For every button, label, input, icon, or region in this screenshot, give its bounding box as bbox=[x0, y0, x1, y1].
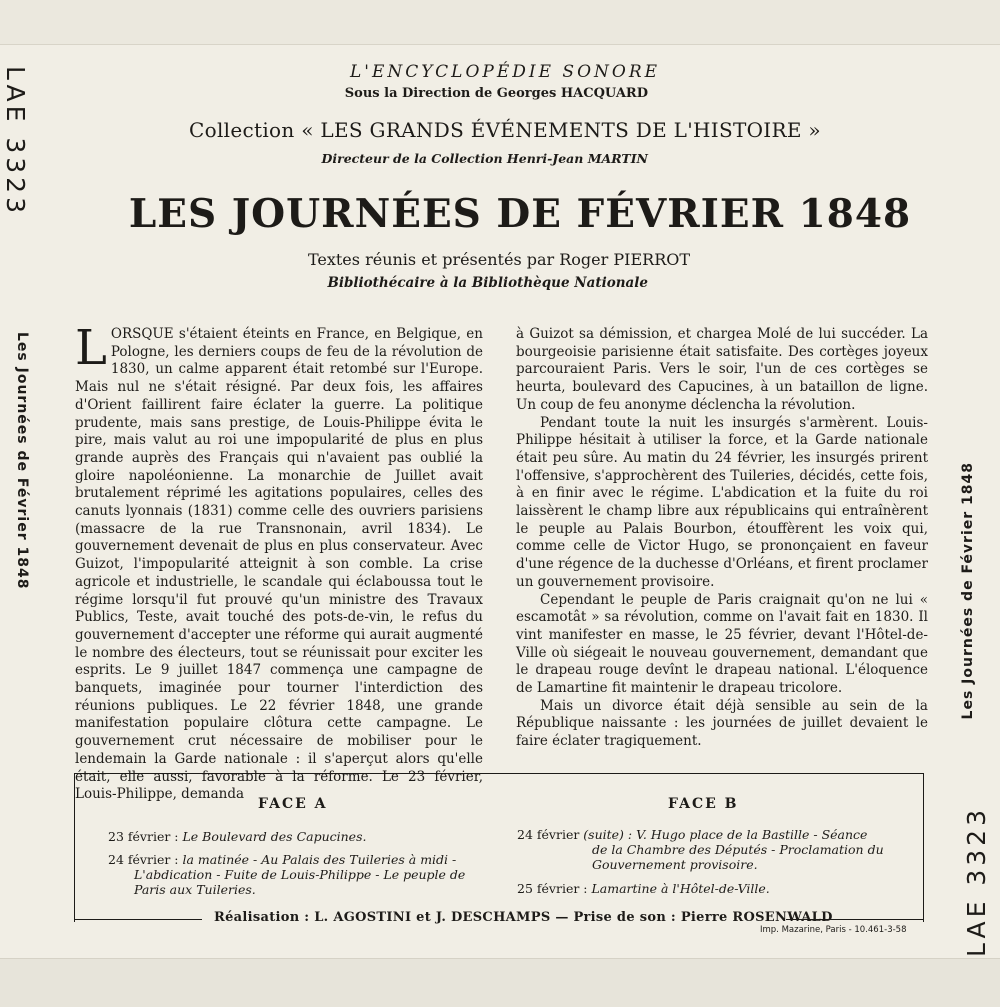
paragraph bbox=[75, 320, 484, 804]
face-b-heading: FACE B bbox=[668, 796, 739, 812]
paragraph: Pendant toute la nuit les insurgés s'armèrent. Louis-Philippe hésitait à utiliser la force, et la Garde nationale était peu sûre. Au matin du 24 février, les insurgés prirent l'offensive, s'approchèrent des Tuileries, décidés, cette fois, à en finir avec le régime. L'abdication et la fuite du roi laissèrent le champ libre aux républicains qui entraînèrent le peuple au Palais Bourbon, étouffèrent les voix qui, comme celle de Victor Hugo, se prononçaient en faveur d'une régence de la duchesse d'Orléans, et firent proclamer un gouvernement provisoire. bbox=[516, 414, 928, 590]
text-column-right bbox=[516, 326, 928, 751]
track-date: 23 février : bbox=[108, 829, 183, 844]
paragraph: Mais un divorce était déjà sensible au sein de la République naissante : les journées de juillet devaient le faire éclater tragiquement. bbox=[516, 697, 928, 750]
catalog-number-right: LAE 3323 bbox=[962, 806, 991, 957]
paragraph: à Guizot sa démission, et chargea Molé de lui succéder. La bourgeoisie parisienne était satisfaite. Des cortèges joyeux parcouraient Paris. Vers le soir, l'un de ces cortèges se heurta, boulevard des Capucines, à un bataillon de ligne. Un coup de feu anonyme déclencha la révolution. bbox=[516, 326, 928, 413]
author-role: Bibliothécaire à la Bibliothèque Nationale bbox=[327, 275, 648, 291]
track-title: Lamartine à l'Hôtel-de-Ville. bbox=[591, 881, 770, 896]
collection-director: Directeur de la Collection Henri-Jean MARTIN bbox=[321, 151, 648, 166]
track-title-cont: de la Chambre des Députés - Proclamation du Gouvernement provisoire. bbox=[592, 842, 884, 872]
series-direction: Sous la Direction de Georges HACQUARD bbox=[344, 86, 648, 101]
printer-imprint: Imp. Mazarine, Paris - 10.461-3-58 bbox=[760, 925, 907, 935]
track-title: la matinée - Au Palais des Tuileries à midi - bbox=[182, 852, 457, 867]
divider bbox=[786, 919, 924, 920]
spine-title-left: Les Journées de Février 1848 bbox=[14, 332, 30, 590]
track-item bbox=[108, 829, 488, 844]
spine-title-right: Les Journées de Février 1848 bbox=[960, 462, 976, 720]
paragraph-text: ORSQUE s'étaient éteints en France, en Belgique, en Pologne, les derniers coups de feu de la révolution de 1830, un calme apparent était retombé sur l'Europe. Mais nul ne s'était résigné. Par deux fois, les affaires d'Orient faillirent faire éclater la guerre. La politique prudente, mais sans prestige, de Louis-Philippe évita le pire, mais valut au roi une impopularité de plus en plus grande auprès des Français qui n'avaient pas oublié la gloire napoléonienne. La monarchie de Juillet avait brutalement réprimé les agitations populaires, celles des canuts lyonnais (1831) comme celle des ouvriers parisiens (massacre de la rue Transnonain, avril 1834). Le gouvernement devenait de plus en plus conservateur. Avec Guizot, l'impopularité atteignit à son comble. La crise agricole et industrielle, le scandale qui éclaboussa tout le régime lorsqu'il fut prouvé qu'un ministre des Travaux Publics, Teste, avait touché des pots-de-vin, le refus du gouvernement d'accepter une réforme qui aurait augmenté le nombre des électeurs, tout se réunissait pour exciter les esprits. Le 9 juillet 1847 commença une campagne de banquets, imaginée pour tourner l'interdiction des réunions publiques. Le 22 février 1848, une grande manifestation populaire clôtura cette campagne. Le gouvernement crut nécessaire de mobiliser pour le lendemain la Garde nationale : il s'aperçut alors qu'elle était, elle aussi, favorable à la réforme. Le 23 février, Louis-Philippe, demanda bbox=[75, 326, 484, 803]
track-item bbox=[108, 852, 488, 897]
track-date: 24 février bbox=[517, 827, 584, 842]
track-date: 25 février : bbox=[517, 881, 592, 896]
track-title: Le Boulevard des Capucines. bbox=[182, 829, 367, 844]
sleeve-bottom-edge bbox=[0, 958, 1000, 1007]
paragraph: Cependant le peuple de Paris craignait qu'on ne lui « escamotât » sa révolution, comme on l'avait fait en 1830. Il vint manifester en masse, le 25 février, devant l'Hôtel-de-Ville où siégeait le nouveau gouvernement, demandant que le drapeau rouge devînt le drapeau national. L'éloquence de Lamartine fit maintenir le drapeau tricolore. bbox=[516, 591, 928, 697]
catalog-number-left: LAE 3323 bbox=[1, 66, 30, 217]
track-item bbox=[517, 827, 897, 872]
series-name: L'ENCYCLOPÉDIE SONORE bbox=[350, 62, 661, 82]
collection-name: Collection « LES GRANDS ÉVÉNEMENTS DE L'HISTOIRE » bbox=[189, 118, 821, 142]
track-date: 24 février : bbox=[108, 852, 183, 867]
album-title: LES JOURNÉES DE FÉVRIER 1848 bbox=[128, 191, 912, 237]
sleeve-top-edge bbox=[0, 0, 1000, 45]
production-credits: Réalisation : L. AGOSTINI et J. DESCHAMPS — Prise de son : Pierre ROSENWALD bbox=[214, 910, 833, 925]
face-a-heading: FACE A bbox=[258, 796, 328, 812]
track-item bbox=[517, 881, 897, 896]
text-column-left bbox=[75, 320, 484, 804]
track-title-cont: L'abdication - Fuite de Louis-Philippe - Le peuple de Paris aux Tuileries. bbox=[134, 867, 466, 897]
drop-cap: L bbox=[75, 320, 107, 376]
track-title: (suite) : V. Hugo place de la Bastille - Séance bbox=[583, 827, 868, 842]
texts-credit: Textes réunis et présentés par Roger PIERROT bbox=[307, 250, 691, 269]
divider bbox=[74, 919, 202, 920]
